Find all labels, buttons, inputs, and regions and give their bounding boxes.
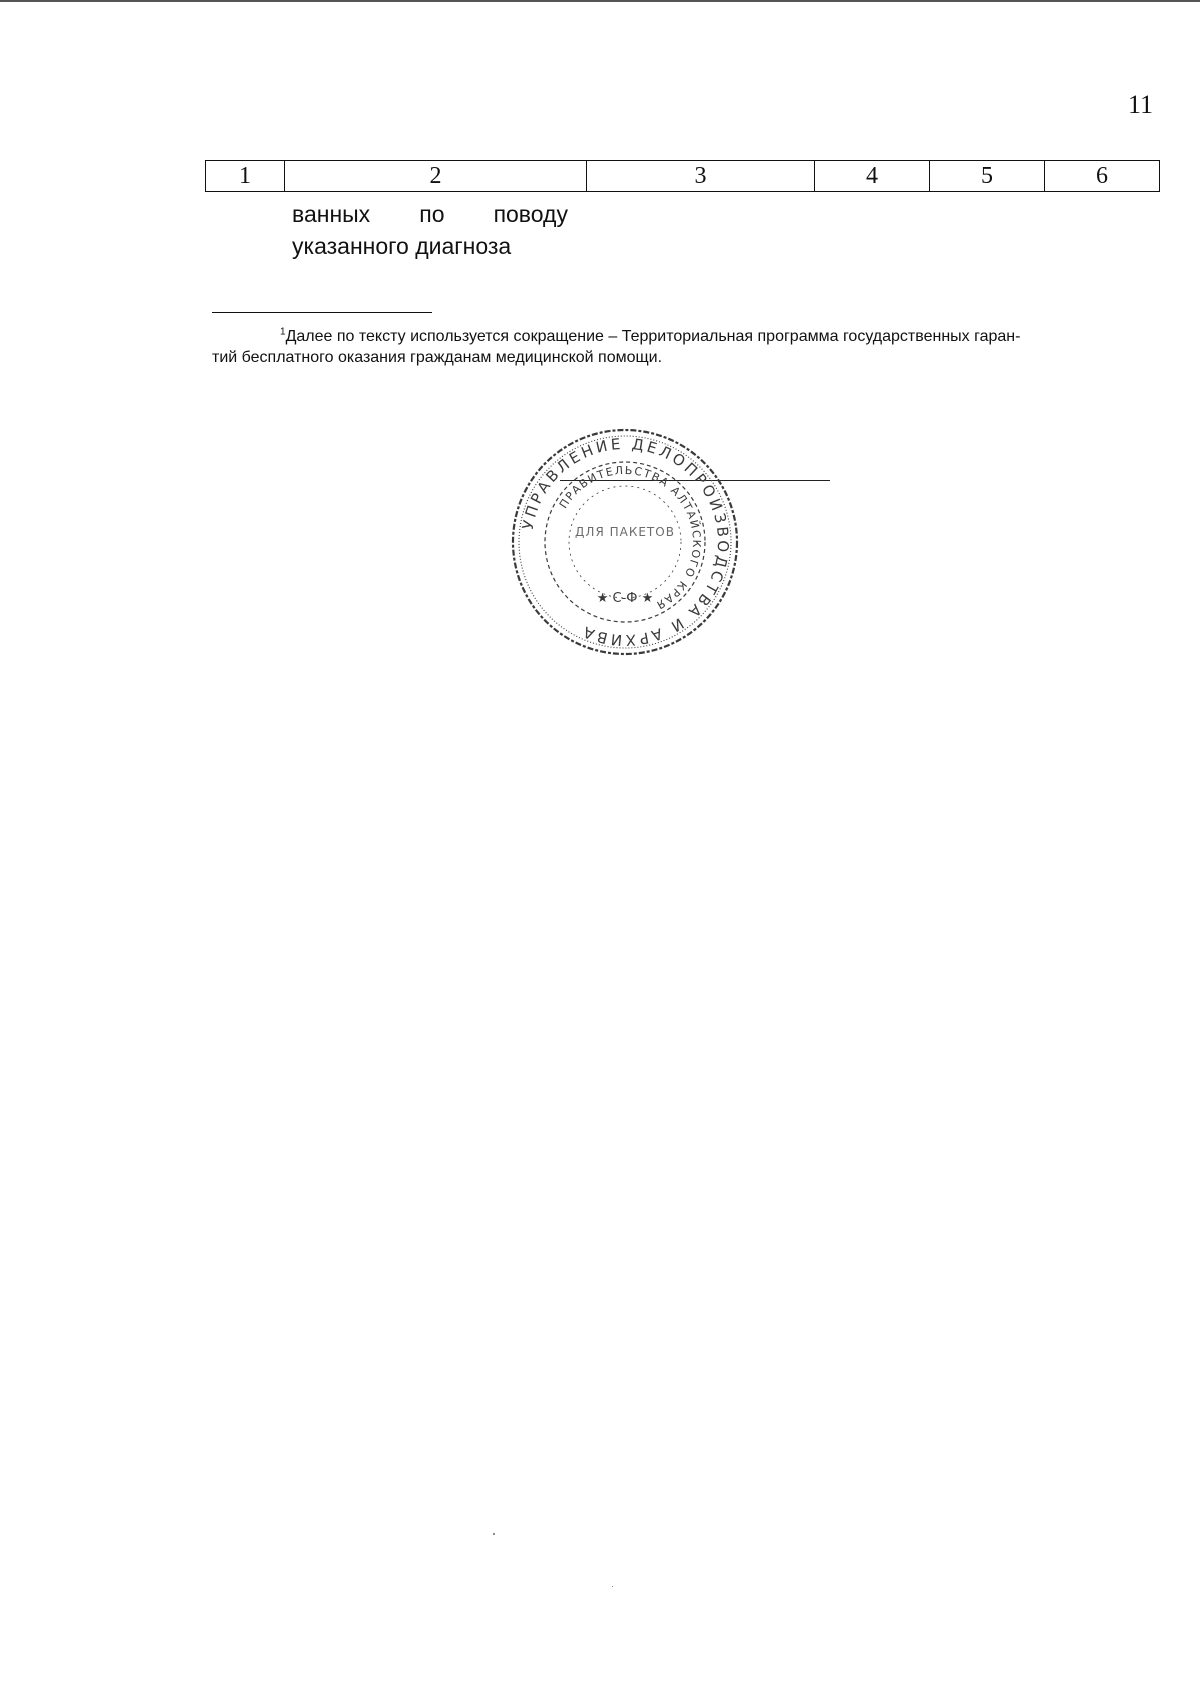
footnote-text-line-1: Далее по тексту используется сокращение – Территориальная программа государственных гаран- (285, 328, 1021, 345)
scan-speck (612, 1586, 613, 1587)
stamp-center-text: ДЛЯ ПАКЕТОВ (575, 525, 675, 539)
column-number-cell: 4 (815, 161, 930, 192)
row-word: по (419, 201, 445, 227)
stamp-inner-text: ПРАВИТЕЛЬСТВА АЛТАЙСКОГО КРАЯ (556, 463, 704, 613)
row-continuation-line-2: указанного диагноза (292, 233, 512, 259)
footnote-marker: 1 (280, 326, 286, 338)
column-number-cell: 1 (206, 161, 285, 192)
column-number-cell: 6 (1045, 161, 1160, 192)
row-word: ванных (292, 201, 371, 227)
footnote (212, 326, 1152, 368)
footnote-separator (212, 312, 432, 313)
column-number-row (206, 161, 1160, 192)
footnote-line-1 (212, 326, 1152, 347)
scan-top-edge (0, 0, 1200, 2)
row-continuation-line-1 (292, 200, 568, 228)
stamp-bottom-text: ★ С-Ф ★ (596, 591, 654, 606)
column-number-cell: 5 (930, 161, 1045, 192)
row-word: поводу (493, 201, 568, 227)
page-number: 11 (1128, 90, 1154, 119)
official-seal-stamp (507, 424, 743, 660)
stamp-outer-ring (513, 430, 737, 654)
stamp-center-ring (569, 486, 681, 598)
stamp-outer-text: УПРАВЛЕНИЕ ДЕЛОПРОИЗВОДСТВА И АРХИВА (518, 434, 733, 650)
scan-speck (493, 1533, 495, 1535)
column-number-cell: 3 (587, 161, 815, 192)
column-number-cell: 2 (285, 161, 587, 192)
footnote-text-line-2: тий бесплатного оказания гражданам медицинской помощи. (212, 349, 663, 366)
column-number-header-table (205, 160, 1160, 192)
